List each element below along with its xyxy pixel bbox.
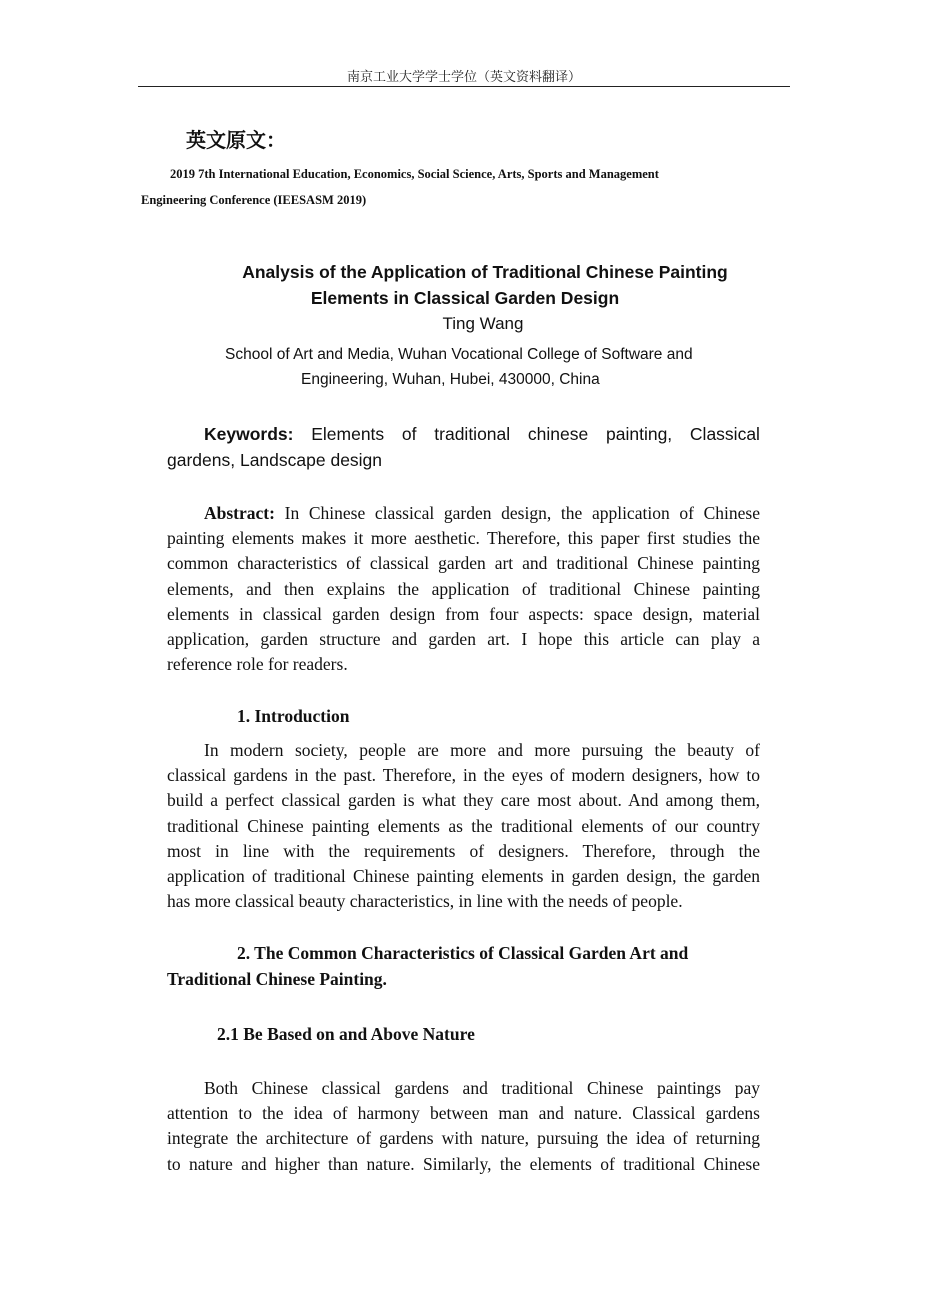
body-line: integrate the architecture of gardens with nature, pursuing the idea of returning: [167, 1128, 760, 1149]
section-2-heading-line-2: Traditional Chinese Painting.: [167, 969, 387, 989]
keywords-label: Keywords:: [204, 424, 294, 444]
keywords-line-1: [167, 424, 760, 445]
abstract-line: elements in classical garden design from four aspects: space design, material: [167, 603, 760, 624]
conference-line-1: 2019 7th International Education, Economics, Social Science, Arts, Sports and Management: [170, 167, 659, 181]
keyword-word: traditional: [434, 424, 511, 444]
abstract-line: elements, and then explains the application of traditional Chinese painting: [167, 578, 760, 599]
abstract-line: painting elements makes it more aesthetic. Therefore, this paper first studies the: [167, 528, 760, 549]
intro-line: has more classical beauty characteristics, in line with the needs of people.: [167, 891, 683, 912]
conference-line-2: Engineering Conference (IEESASM 2019): [141, 193, 367, 207]
abstract-paragraph: [167, 501, 760, 677]
abstract-line: reference role for readers.: [167, 654, 348, 675]
body-line: Both Chinese classical gardens and traditional Chinese paintings pay: [204, 1078, 760, 1098]
introduction-paragraph: [167, 738, 760, 914]
abstract-label: Abstract:: [204, 503, 275, 523]
introduction-heading: 1. Introduction: [237, 706, 350, 726]
keyword-word: Classical: [689, 424, 760, 444]
keyword-word: painting,: [606, 424, 673, 444]
section-2-heading-line-1: 2. The Common Characteristics of Classical Garden Art and: [237, 943, 689, 963]
body-line: to nature and higher than nature. Similarly, the elements of traditional Chinese: [167, 1153, 760, 1174]
body-line: attention to the idea of harmony between man and nature. Classical gardens: [167, 1103, 760, 1124]
abstract-line: Abstract: In Chinese classical garden design, the application of Chinese: [204, 503, 760, 523]
section-2-1-paragraph: [167, 1076, 760, 1177]
intro-line: application of traditional Chinese painting elements in garden design, the garden: [167, 865, 760, 886]
page-header: 南京工业大学学士学位（英文资料翻译）: [346, 69, 581, 84]
abstract-line: common characteristics of classical garden art and traditional Chinese painting: [167, 553, 760, 574]
paper-title-line-1: Analysis of the Application of Traditional Chinese Painting: [242, 262, 728, 282]
paper-author: Ting Wang: [442, 314, 524, 333]
intro-line: In modern society, people are more and more pursuing the beauty of: [204, 740, 760, 760]
affiliation-line-2: Engineering, Wuhan, Hubei, 430000, China: [301, 371, 600, 388]
intro-line: most in line with the requirements of designers. Therefore, through the: [167, 840, 760, 861]
keywords-line-2: gardens, Landscape design: [167, 450, 383, 470]
header-rule: [138, 86, 790, 87]
paper-title-line-2: Elements in Classical Garden Design: [310, 288, 620, 308]
abstract-line: application, garden structure and garden art. I hope this article can play a: [167, 628, 760, 649]
keyword-word: Elements: [311, 424, 385, 444]
intro-line: build a perfect classical garden is what they care most about. And among them,: [167, 790, 760, 811]
intro-line: traditional Chinese painting elements as the traditional elements of our country: [167, 815, 760, 836]
keyword-word: chinese: [527, 424, 589, 444]
affiliation-line-1: School of Art and Media, Wuhan Vocational College of Software and: [225, 346, 693, 363]
keyword-word: of: [401, 424, 417, 444]
intro-line: classical gardens in the past. Therefore, in the eyes of modern designers, how to: [167, 765, 760, 786]
section-label: 英文原文：: [186, 128, 286, 152]
section-2-1-heading: 2.1 Be Based on and Above Nature: [217, 1024, 475, 1044]
